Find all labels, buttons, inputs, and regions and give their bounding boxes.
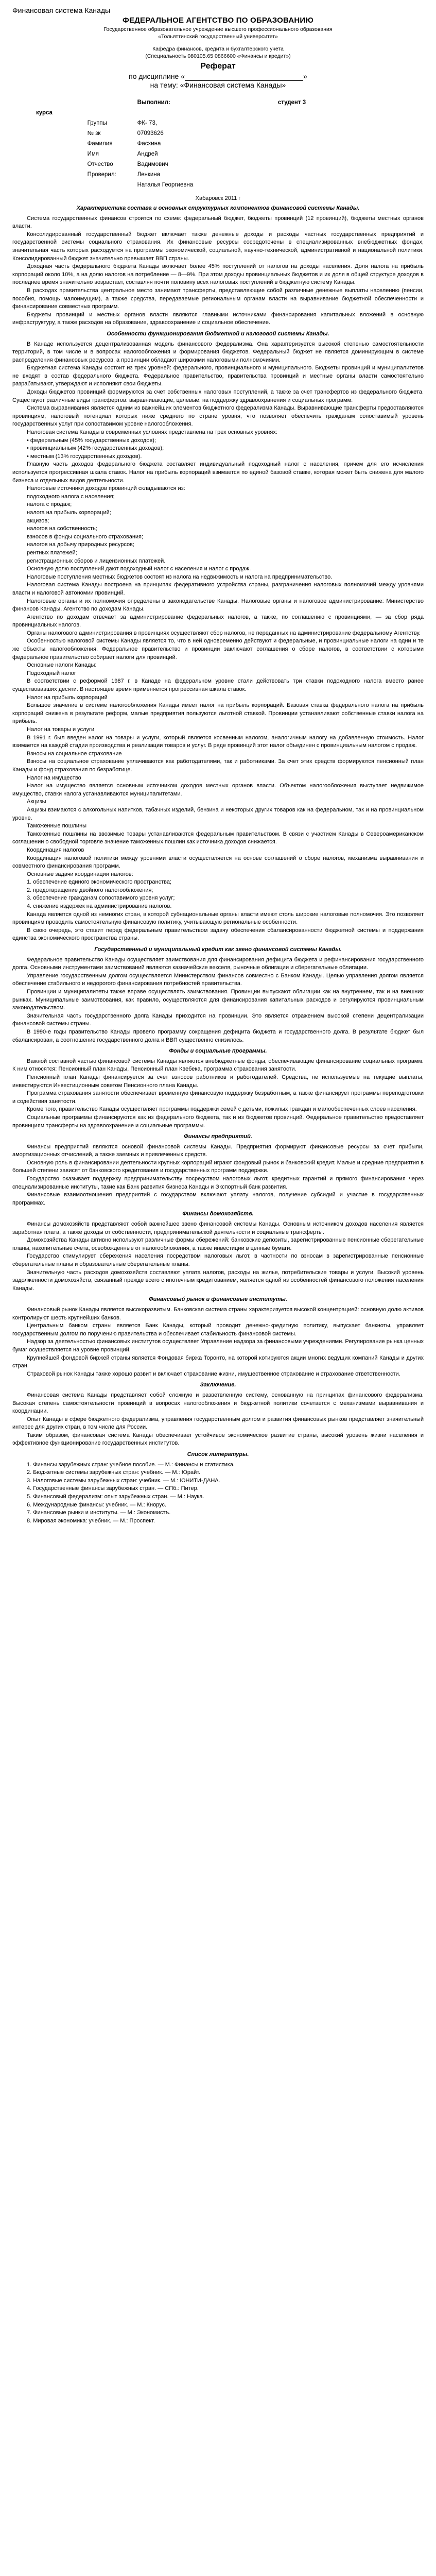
paragraph: акцизов; <box>27 517 49 524</box>
course-label: курса <box>36 110 53 116</box>
paragraph: Акцизы <box>27 799 46 805</box>
paragraph: 5. Финансовый федерализм: опыт зарубежных стран. — М.: Наука. <box>27 1494 204 1500</box>
paragraph: Финансовая система Канады представляет собой сложную и разветвленную систему, основанную на принципах финансового федерализма. Высокая степень самостоятельности провинций в вопросах налогообложения и бюджетной политики сочетается с механизмами выравнивания и координации. <box>12 1392 424 1415</box>
paragraph: Особенностью налоговой системы Канады является то, что в ней одновременно действуют и федеральные, и провинциальные налоги на одни и те же объекты налогообложения. Федеральное правительство и провинции заключают соглашения о сборе налогов, в соответствии с которыми федеральное правительство собирает налоги для провинций. <box>12 638 424 660</box>
patronymic-label: Отчество <box>87 161 113 167</box>
paragraph: 6. Международные финансы: учебник. — М.: Кнорус. <box>27 1501 167 1508</box>
paragraph: Бюджетная система Канады состоит из трех уровней: федерального, провинциального и муниципального. Бюджеты провинций и муниципалитетов не входят в состав федерального бюджета. Федеральное правительство, правительства провинций и местные органы власти самостоятельно разрабатывают, утверждают и исполняют свои бюджеты. <box>12 365 424 387</box>
subject-blank <box>185 72 303 81</box>
paragraph: Таким образом, финансовая система Канады обеспечивает устойчивое экономическое развитие страны, высокий уровень жизни населения и эффективное функционирование государственных институтов. <box>12 1432 424 1447</box>
section-heading: Государственный и муниципальный кредит как звено финансовой системы Канады. <box>94 946 342 953</box>
paragraph: Органы налогового администрирования в провинциях осуществляют сбор налогов, не переданных на администрирование федеральному Агентству. <box>27 630 421 636</box>
paragraph: Канада является одной из немногих стран, в которой субнациональные органы власти имеют столь широкие налоговые полномочия. Это позволяет провинциям проводить самостоятельную финансовую политику, учитывающую региональные особенности. <box>12 911 424 926</box>
name-label: Имя <box>87 151 99 157</box>
teacher-name: Наталья Георгиевна <box>137 182 194 188</box>
paragraph: В расходах правительства центральное место занимают трансферты, представляющие собой различные денежные выплаты населению (пенсии, пособия, помощь малоимущим), а также средства, передаваемые региональным органам власти на выравнивание бюджетной обеспеченности и финансирование совместных программ. <box>12 287 424 310</box>
paragraph: Надзор за деятельностью финансовых институтов осуществляет Управление надзора за финансовыми учреждениями. Регулирование рынка ценных бумаг осуществляется на уровне провинций. <box>12 1338 424 1353</box>
paragraph: Домохозяйства Канады активно используют различные формы сбережений: банковские депозиты, зарегистрированные пенсионные сберегательные планы, накопительные счета, освобожденные от налогообложения, а также инвестиции в ценные бумаги. <box>12 1237 424 1251</box>
paragraph: Основные задачи координации налогов: <box>27 871 133 877</box>
record-number-label: № зк <box>87 130 101 137</box>
paragraph: Кроме того, правительство Канады осуществляет программы поддержки семей с детьми, пожилых граждан и малообеспеченных слоев населения. <box>27 1106 417 1113</box>
group-value: ФК- 73, <box>137 120 158 126</box>
name-value: Андрей <box>137 151 158 157</box>
paragraph: Акцизы взимаются с алкогольных напитков, табачных изделий, бензина и некоторых других товаров как на федеральном, так и на провинциальном уровне. <box>12 806 424 821</box>
paragraph: Программа страхования занятости обеспечивает временную финансовую поддержку безработным, а также финансирует программы переподготовки и содействия занятости. <box>12 1090 424 1105</box>
paragraph: 4. Государственные финансы зарубежных стран. — СПб.: Питер. <box>27 1485 199 1492</box>
section-heading: Финансы домохозяйств. <box>182 1211 254 1217</box>
paragraph: Координация налоговой политики между уровнями власти осуществляется на основе соглашений о сборе налогов, механизма выравнивания и совместного финансирования программ. <box>12 855 424 870</box>
report-title: Реферат <box>200 62 236 71</box>
paragraph: Взносы на социальное страхование уплачиваются как работодателями, так и работниками. За счет этих средств формируются пенсионный план Канады и фонд страхования по безработице. <box>12 758 424 773</box>
paragraph: • провинциальным (42% государственных доходов); <box>27 445 164 452</box>
paragraph: В Канаде используется децентрализованная модель финансового федерализма. Она характеризуется высокой степенью самостоятельности территорий, в том числе и в вопросах налогообложения и формирования бюджетов. Федеральный бюджет не является доминирующим в системе распределения финансовых ресурсов, а провинции обладают широкими налоговыми полномочиями. <box>12 341 424 363</box>
paragraph: Налоговые источники доходов провинций складываются из: <box>27 485 185 492</box>
section-heading: Заключение. <box>200 1382 236 1388</box>
paragraph: Финансовые взаимоотношения предприятий с государством включают уплату налогов, получение субсидий и участие в государственных программах. <box>12 1192 424 1206</box>
paragraph: Крупнейшей фондовой биржей страны является Фондовая биржа Торонто, на которой котируются акции многих ведущих компаний Канады и других стран. <box>12 1354 424 1369</box>
group-label: Группы <box>87 120 107 126</box>
report-body <box>12 205 424 1525</box>
author-info-table <box>33 97 352 190</box>
student-label: студент 3 <box>277 99 306 106</box>
paragraph: В свою очередь, это ставит перед федеральным правительством задачу обеспечения сбалансированности бюджетной системы и поддержания единства экономического пространства страны. <box>12 927 424 942</box>
paragraph: Социальные программы финансируются как из федерального бюджета, так и из бюджетов провинций. Федеральное правительство предоставляет провинциям трансферты на здравоохранение и социальные программы. <box>12 1114 424 1129</box>
section-heading: Финансовый рынок и финансовые институты. <box>149 1296 287 1303</box>
paragraph: Координация налогов <box>27 846 84 853</box>
paragraph: Финансовый рынок Канады является высокоразвитым. Банковская система страны характеризуется высокой концентрацией: основную долю активов контролируют шесть крупнейших банков. <box>12 1306 424 1321</box>
paragraph: В соответствии с реформой 1987 г. в Канаде на федеральном уровне стали действовать три ставки подоходного налога вместо ранее существовавших десяти. В настоящее время применяется прогрессивная шкала ставок. <box>12 678 424 693</box>
section-heading: Финансы предприятий. <box>184 1133 252 1140</box>
paragraph: Налоговая система Канады построена на принципах федеративного устройства страны, разграничения налоговых полномочий между уровнями власти и налоговой автономии провинций. <box>12 582 424 596</box>
paragraph: взносов в фонды социального страхования; <box>27 533 144 540</box>
paragraph: Доходная часть федерального бюджета Канады включает более 45% поступлений от налогов на доходы населения. Доля налога на прибыль корпораций около 10%, а на долю налогов на потребление — 8—9%. При этом доходы провинциальных бюджетов и их доля в общей структуре доходов в последнее время значительно возрастает, составляя почти половину всех налоговых поступлений в бюджетную систему Канады. <box>12 263 424 286</box>
paragraph: • местным (13% государственных доходов). <box>27 453 142 460</box>
paragraph: рентных платежей; <box>27 549 77 556</box>
paragraph: Агентство по доходам отвечает за администрирование федеральных налогов, а также, по соглашению с провинциями, — за сбор ряда провинциальных налогов. <box>12 614 424 629</box>
paragraph: Налог на товары и услуги <box>27 726 95 733</box>
paragraph: 4. снижение издержек на администрирование налогов. <box>27 903 172 910</box>
paragraph: Большое значение в системе налогообложения Канады имеет налог на прибыль корпораций. Базовая ставка федерального налога на прибыль корпораций снижена в результате реформ, малые предприятия пользуются льготной ставкой. Провинции устанавливают собственные ставки налога на прибыль. <box>12 702 424 725</box>
paragraph: 3. Налоговые системы зарубежных стран: учебник. — М.: ЮНИТИ-ДАНА. <box>27 1477 220 1484</box>
paragraph: Налог на имущество <box>27 774 81 781</box>
paragraph: Основные налоги Канады: <box>27 662 97 669</box>
paragraph: Система государственных финансов строится по схеме: федеральный бюджет, бюджеты провинций (12 провинций), бюджеты местных органов власти. <box>12 215 424 230</box>
performed-label: Выполнил: <box>137 99 170 106</box>
subject-suffix: » <box>303 72 307 80</box>
paragraph: Налоговая система Канады в современных условиях представлена на трех основных уровнях: <box>27 429 277 436</box>
surname-label: Фамилия <box>87 141 113 147</box>
paragraph: Бюджеты провинций и местных органов власти являются главными источниками финансирования капитальных вложений в основную инфраструктуру, а также расходов на образование, здравоохранение и социальное обеспечение. <box>12 311 424 326</box>
section-heading: Список литературы. <box>187 1451 249 1458</box>
report-subject-line <box>12 72 424 81</box>
paragraph: Пенсионный план Канады финансируется за счет взносов работников и работодателей. Средства, не используемые на текущие выплаты, инвестируются Инвестиционным советом Пенсионного плана Канады. <box>12 1074 424 1089</box>
paragraph: Финансы предприятий являются основой финансовой системы Канады. Предприятия формируют финансовые ресурсы за счет прибыли, амортизационных отчислений, а также заемных и привлеченных средств. <box>12 1143 424 1158</box>
subject-prefix: по дисциплине « <box>129 72 185 80</box>
teacher-surname: Ленкина <box>137 172 161 178</box>
paragraph: Основную роль в финансировании деятельности крупных корпораций играют фондовый рынок и банковский кредит. Малые и средние предприятия в большей степени зависят от банковского кредитования и государственных программ поддержки. <box>12 1159 424 1174</box>
paragraph: 1. обеспечение единого экономического пространства; <box>27 879 172 886</box>
paragraph: В 1991 г. был введен налог на товары и услуги, который является косвенным налогом, аналогичным налогу на добавленную стоимость. Налог взимается на каждой стадии производства и реализации товаров и услуг. В ряде провинций этот налог объединен с провинциальным налогом с продаж. <box>12 734 424 749</box>
paragraph: Налог на имущество является основным источником доходов местных органов власти. Объектом налогообложения выступает недвижимое имущество, ставки налога устанавливаются муниципалитетами. <box>12 783 424 797</box>
paragraph: регистрационных сборов и лицензионных платежей. <box>27 557 166 564</box>
institution-line-1: Государственное образовательное учреждение высшего профессионального образования <box>103 26 333 32</box>
paragraph: Налоговые поступления местных бюджетов состоят из налога на недвижимость и налога на предпринимательство. <box>27 573 333 580</box>
institution-line-2: «Тольяттинский государственный университет» <box>158 33 278 40</box>
paragraph: В 1990-е годы правительство Канады провело программу сокращения дефицита бюджета и государственного долга. В результате бюджет был сбалансирован, а соотношение государственного долга и ВВП существенно снизилось. <box>12 1028 424 1043</box>
paragraph: Таможенные пошлины на ввозимые товары устанавливаются федеральным правительством. В связи с участием Канады в Североамериканском соглашении о свободной торговле значение таможенных пошлин как источника доходов снижается. <box>12 831 424 845</box>
paragraph: 7. Финансовые рынки и институты. — М.: Экономистъ. <box>27 1510 171 1516</box>
agency-heading: ФЕДЕРАЛЬНОЕ АГЕНТСТВО ПО ОБРАЗОВАНИЮ <box>122 16 314 25</box>
paragraph: Основную долю поступлений дают подоходный налог с населения и налог с продаж. <box>27 566 251 572</box>
paragraph: Консолидированный государственный бюджет включает также денежные доходы и расходы частных государственных предприятий и государственной системы социального страхования. Их финансовые ресурсы сосредоточены в специализированных внебюджетных фондах, значительная часть которых расходуется на программы экономической, социальной, научно-технической, административной и национальной политики. Консолидированный бюджет значительно превышает ВВП страны. <box>12 231 424 262</box>
section-heading: Характеристика состава и основных структурных компонентов финансовой системы Канады. <box>76 205 360 211</box>
paragraph: налогов на добычу природных ресурсов; <box>27 541 134 548</box>
paragraph: Государство стимулирует сбережения населения посредством налоговых льгот, в частности по взносам в зарегистрированные пенсионные сберегательные планы и образовательные сберегательные планы. <box>12 1253 424 1267</box>
section-heading: Фонды и социальные программы. <box>169 1048 267 1055</box>
paragraph: Значительную часть расходов домохозяйств составляют уплата налогов, расходы на жилье, потребительские товары и услуги. Высокий уровень задолженности домохозяйств, связанный прежде всего с ипотечным кредитованием, является одной из особенностей финансового положения населения Канады. <box>12 1269 424 1292</box>
paragraph: Опыт Канады в сфере бюджетного федерализма, управления государственным долгом и развития финансовых рынков представляет значительный интерес для других стран, в том числе для России. <box>12 1416 424 1431</box>
paragraph: • федеральным (45% государственных доходов); <box>27 437 156 444</box>
paragraph: Система выравнивания является одним из важнейших элементов бюджетного федерализма Канады. Выравнивающие трансферты предоставляются провинциям, налоговый потенциал которых ниже среднего по стране уровня, что позволяет обеспечить гражданам сопоставимый уровень государственных услуг при сопоставимом уровне налогообложения. <box>12 405 424 428</box>
paragraph: Важной составной частью финансовой системы Канады являются внебюджетные фонды, обеспечивающие финансирование социальных программ. К ним относятся: Пенсионный план Канады, Пенсионный план Квебека, программа страхования занятости. <box>12 1058 424 1073</box>
document-title: Финансовая система Канады <box>12 6 111 14</box>
city-year: Хабаровск 2011 г <box>195 195 241 201</box>
paragraph: 2. Бюджетные системы зарубежных стран: учебник. — М.: Юрайт. <box>27 1469 201 1476</box>
surname-value: Фасхина <box>137 141 161 147</box>
paragraph: Таможенные пошлины <box>27 823 87 829</box>
report-topic: на тему: «Финансовая система Канады» <box>150 81 286 89</box>
paragraph: 8. Мировая экономика: учебник. — М.: Проспект. <box>27 1517 155 1524</box>
department-line: Кафедра финансов, кредита и бухгалтерского учета <box>152 46 284 52</box>
paragraph: налогов на собственность; <box>27 526 97 532</box>
paragraph: Страховой рынок Канады также хорошо развит и включает страхование жизни, имущественное страхование и страхование ответственности. <box>27 1370 400 1377</box>
paragraph: 2. предотвращение двойного налогообложения; <box>27 887 153 893</box>
paragraph: Налог на прибыль корпораций <box>27 694 108 701</box>
paragraph: Центральным банком страны является Банк Канады, который проводит денежно-кредитную политику, выпускает банкноты, управляет государственным долгом по поручению правительства и обеспечивает стабильность финансовой системы. <box>12 1323 424 1337</box>
teacher-label: Проверил: <box>87 172 116 178</box>
paragraph: 3. обеспечение гражданам сопоставимого уровня услуг; <box>27 895 175 902</box>
paragraph: Подоходный налог <box>27 670 76 676</box>
paragraph: Финансы домохозяйств представляют собой важнейшее звено финансовой системы Канады. Основным источником доходов населения является заработная плата, а также доходы от собственности, предпринимательской деятельности и социальные трансферты. <box>12 1221 424 1235</box>
paragraph: Взносы на социальное страхование <box>27 750 122 757</box>
record-number-value: 07093626 <box>137 130 164 137</box>
paragraph: Провинции и муниципалитеты также вправе осуществлять заимствования. Провинции выпускают облигации как на внутреннем, так и на внешних рынках. Муниципальные заимствования, как правило, осуществляются для финансирования капитальных расходов и регулируются провинциальным законодательством. <box>12 989 424 1011</box>
paragraph: подоходного налога с населения; <box>27 493 115 500</box>
paragraph: Управление государственным долгом осуществляется Министерством финансов совместно с Банком Канады. Целью управления долгом является обеспечение стабильного и недорогого финансирования потребностей правительства. <box>12 972 424 987</box>
paragraph: Налоговые органы и их полномочия определены в законодательстве Канады. Налоговые органы и налоговое администрирование: Министерство финансов Канады, Агентство по доходам Канады. <box>12 598 424 613</box>
paragraph: налога на прибыль корпораций; <box>27 509 111 516</box>
specialty-line: (Специальность 080105.65 0866600 «Финансы и кредит») <box>145 53 291 59</box>
paragraph: Федеральное правительство Канады осуществляет заимствования для финансирования дефицита бюджета и рефинансирования государственного долга. Основными инструментами заимствований являются казначейские векселя, рыночные облигации и сберегательные облигации. <box>12 956 424 971</box>
paragraph: Доходы бюджетов провинций формируются за счет собственных налоговых поступлений, а также за счет трансфертов из федерального бюджета. Существуют различные виды трансфертов: выравнивающие, целевые, на поддержку здравоохранения и социальных программ. <box>12 389 424 403</box>
paragraph: налога с продаж; <box>27 501 72 508</box>
paragraph: Государство оказывает поддержку предпринимательству посредством налоговых льгот, кредитных гарантий и прямого финансирования через специализированные институты, такие как Банк развития бизнеса Канады и Экспортный банк развития. <box>12 1176 424 1190</box>
paragraph: Главную часть доходов федерального бюджета составляет индивидуальный подоходный налог с населения, причем для его исчисления используется прогрессивная шкала ставок. Налог на прибыль корпораций взимается по единой базовой ставке, которая может быть снижена для малого бизнеса и отдельных видов деятельности. <box>12 461 424 484</box>
patronymic-value: Вадимович <box>137 161 168 167</box>
paragraph: 1. Финансы зарубежных стран: учебное пособие. — М.: Финансы и статистика. <box>27 1461 235 1468</box>
paragraph: Значительная часть государственного долга Канады приходится на провинции. Это является отражением высокой степени децентрализации финансовой системы страны. <box>12 1012 424 1027</box>
section-heading: Особенности функционирования бюджетной и налоговой системы Канады. <box>107 330 329 337</box>
